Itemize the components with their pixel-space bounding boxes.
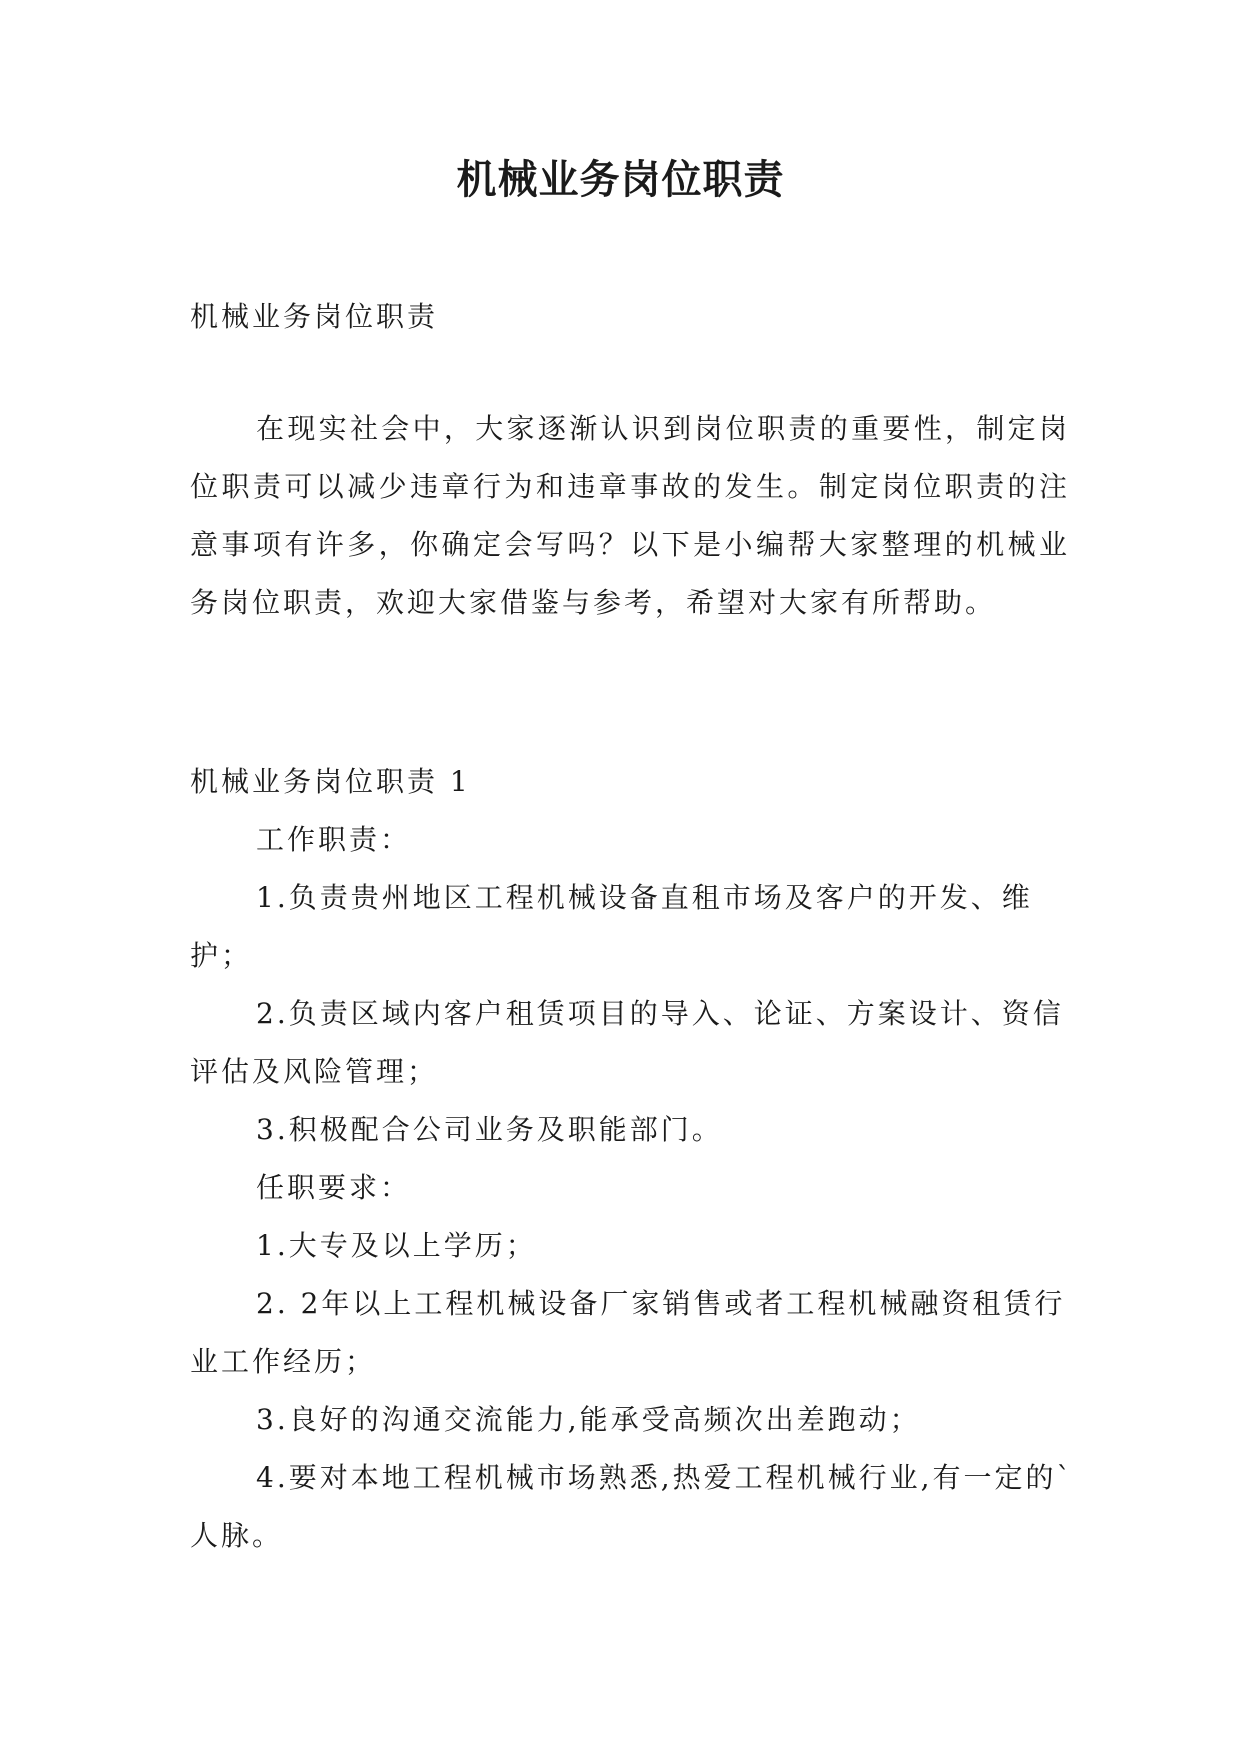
paragraph-requirement-4: 4.要对本地工程机械市场熟悉,热爱工程机械行业,有一定的`人脉。 xyxy=(190,1461,1074,1552)
intro-paragraph: 在现实社会中，大家逐渐认识到岗位职责的重要性，制定岗位职责可以减少违章行为和违章事故的发生。制定岗位职责的注意事项有许多，你确定会写吗？以下是小编帮大家整理的机械业务岗位职责，欢迎大家借鉴与参考，希望对大家有所帮助。 xyxy=(190,412,1070,619)
paragraph-requirement-3: 3.良好的沟通交流能力,能承受高频次出差跑动； xyxy=(256,1403,921,1436)
paragraph-duty-1: 1.负责贵州地区工程机械设备直租市场及客户的开发、维护； xyxy=(190,881,1033,972)
document-subtitle: 机械业务岗位职责 xyxy=(190,300,439,333)
paragraph-requirements-heading: 任职要求： xyxy=(256,1171,412,1204)
paragraph-duties-heading: 工作职责： xyxy=(256,823,412,856)
section-title: 机械业务岗位职责 1 xyxy=(190,765,471,798)
paragraph-duty-2: 2.负责区域内客户租赁项目的导入、论证、方案设计、资信评估及风险管理； xyxy=(190,997,1064,1088)
paragraph-requirement-2: 2. 2年以上工程机械设备厂家销售或者工程机械融资租赁行业工作经历； xyxy=(190,1287,1066,1378)
document-title: 机械业务岗位职责 xyxy=(456,156,785,203)
paragraph-requirement-1: 1.大专及以上学历； xyxy=(256,1229,537,1262)
paragraph-duty-3: 3.积极配合公司业务及职能部门。 xyxy=(256,1113,723,1146)
